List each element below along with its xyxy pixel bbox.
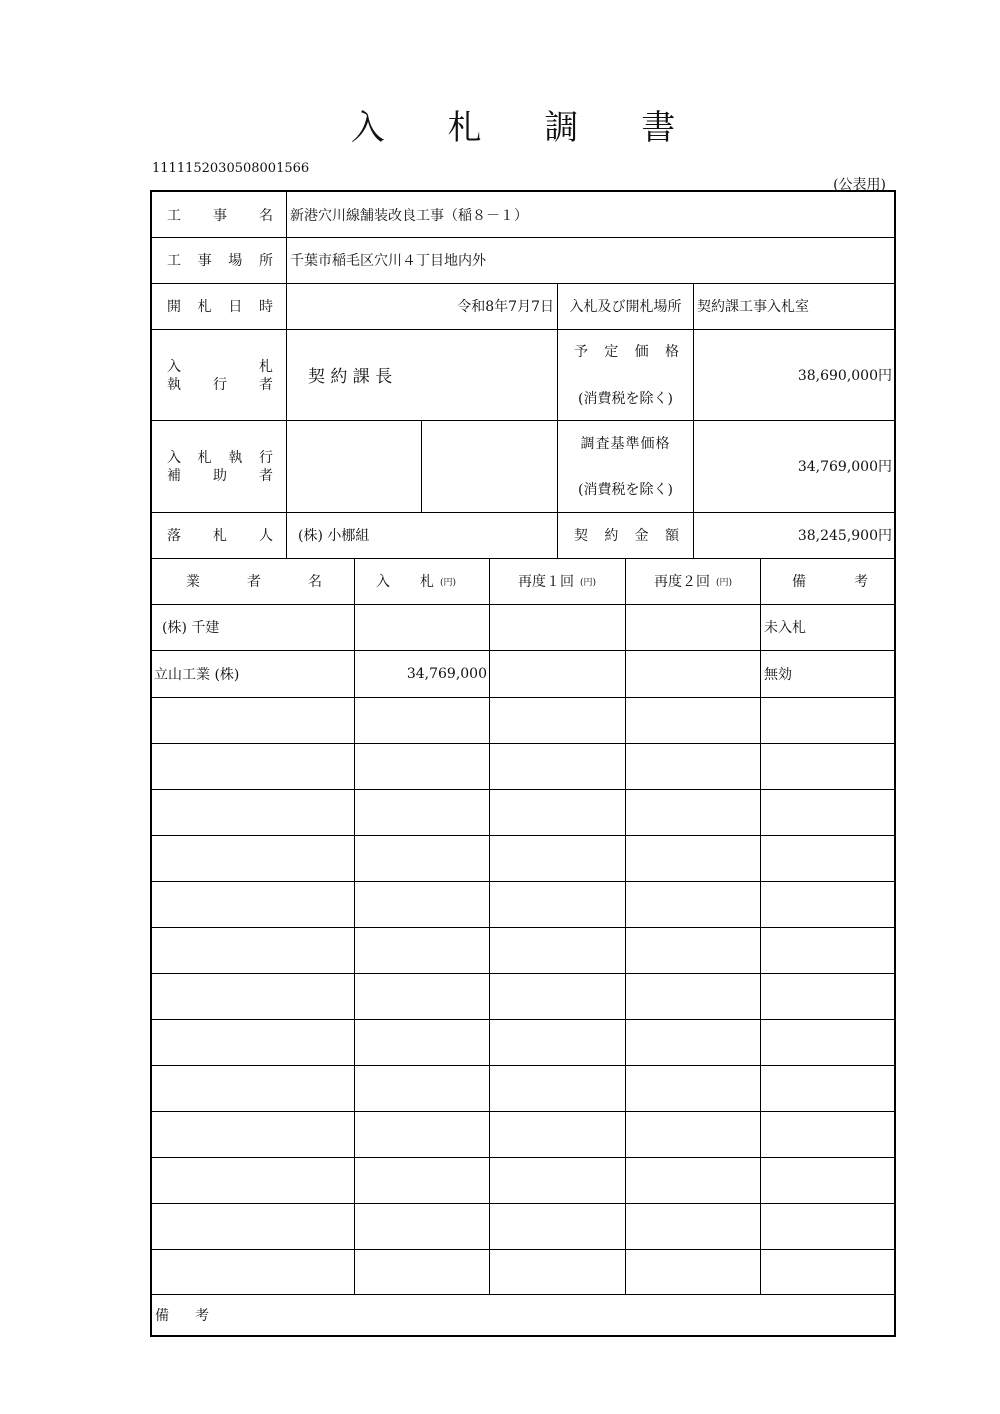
survey-price-label: 調査基準価格 bbox=[580, 436, 671, 452]
row-divider bbox=[152, 1065, 894, 1066]
rebid-1-amount bbox=[492, 604, 622, 650]
column-header-company: 業 者 名 bbox=[186, 574, 322, 590]
document-number: 1111152030508001566 bbox=[152, 161, 310, 176]
row-divider bbox=[152, 973, 894, 974]
public-use-note: (公表用) bbox=[833, 177, 886, 193]
column-divider bbox=[557, 283, 558, 558]
planned-price-label: 予 定 価 格 bbox=[574, 344, 679, 360]
row-divider bbox=[152, 881, 894, 882]
row-divider bbox=[152, 1203, 894, 1204]
column-divider bbox=[421, 420, 422, 512]
bid-remarks: 未入札 bbox=[764, 620, 806, 636]
footer-remarks-label: 備 考 bbox=[155, 1307, 209, 1324]
column-divider bbox=[489, 558, 490, 1294]
winner: (株) 小梛組 bbox=[298, 528, 370, 544]
assistant-label: 入 札 執 行 補 助 者 bbox=[167, 450, 273, 484]
venue-label: 入札及び開札場所 bbox=[569, 299, 682, 315]
executor-label: 入 札 執 行 者 bbox=[167, 359, 273, 393]
project-location-label: 工 事 場 所 bbox=[167, 253, 273, 269]
row-divider bbox=[152, 927, 894, 928]
project-location: 千葉市稲毛区穴川４丁目地内外 bbox=[290, 253, 486, 269]
assistant-2 bbox=[425, 420, 553, 512]
column-divider bbox=[354, 558, 355, 1294]
column-header-bid: 入 札 (円) bbox=[376, 574, 457, 590]
contract-amount: 38,245,900円 bbox=[797, 528, 892, 544]
column-divider bbox=[693, 283, 694, 329]
opening-datetime: 令和8年7月7日 bbox=[457, 299, 554, 315]
column-divider bbox=[625, 558, 626, 1294]
rebid-2-amount bbox=[628, 604, 758, 650]
bid-amount: 34,769,000 bbox=[406, 665, 487, 682]
column-header-rebid-1: 再度１回 (円) bbox=[517, 574, 597, 590]
bid-amount bbox=[357, 604, 487, 650]
executor: 契 約 課 長 bbox=[308, 367, 393, 387]
planned-price: 38,690,000円 bbox=[797, 367, 892, 384]
rebid-2-amount bbox=[628, 650, 758, 697]
row-divider bbox=[152, 789, 894, 790]
row-divider bbox=[152, 1157, 894, 1158]
winner-label: 落 札 人 bbox=[167, 528, 273, 544]
survey-price: 34,769,000円 bbox=[797, 459, 892, 475]
assistant-1 bbox=[290, 420, 418, 512]
bid-record-form bbox=[150, 190, 896, 1337]
rebid-1-amount bbox=[492, 650, 622, 697]
venue: 契約課工事入札室 bbox=[697, 299, 809, 315]
project-name: 新港穴川線舗装改良工事（稲８－１） bbox=[290, 207, 528, 224]
row-divider bbox=[152, 1249, 894, 1250]
contract-amount-label: 契 約 金 額 bbox=[574, 528, 679, 544]
bid-remarks: 無効 bbox=[764, 666, 792, 683]
survey-price-tax-note: (消費税を除く) bbox=[578, 482, 673, 498]
column-divider bbox=[286, 192, 287, 558]
row-divider bbox=[152, 1111, 894, 1112]
row-divider bbox=[152, 835, 894, 836]
bidder-name: 立山工業 (株) bbox=[154, 666, 240, 683]
column-divider bbox=[693, 329, 694, 558]
row-divider bbox=[152, 743, 894, 744]
column-header-remarks: 備 考 bbox=[792, 574, 868, 590]
opening-datetime-label: 開 札 日 時 bbox=[167, 299, 273, 315]
column-header-rebid-2: 再度２回 (円) bbox=[653, 574, 733, 590]
planned-price-tax-note: (消費税を除く) bbox=[578, 391, 673, 407]
project-name-label: 工 事 名 bbox=[167, 207, 273, 224]
row-divider bbox=[152, 1019, 894, 1020]
document-title: 入 札 調 書 bbox=[350, 108, 702, 148]
column-divider bbox=[760, 558, 761, 1294]
row-divider bbox=[152, 697, 894, 698]
bidder-name: (株) 千建 bbox=[162, 620, 220, 636]
